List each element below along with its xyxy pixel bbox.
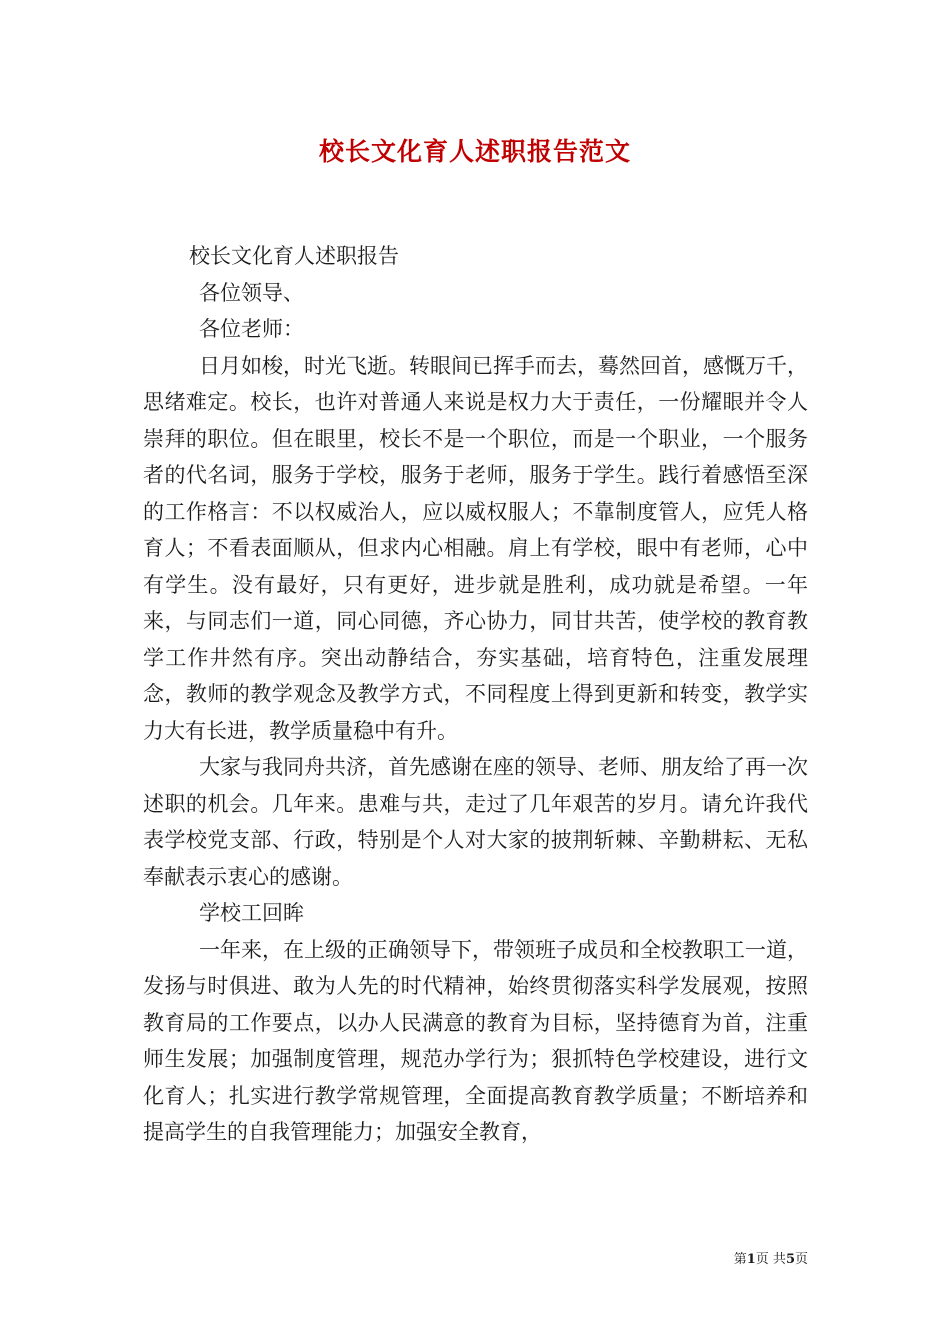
paragraph-1: 日月如梭，时光飞逝。转眼间已挥手而去，蓦然回首，感慨万千，思绪难定。校长，也许对普通人来说是权力大于责任，一份耀眼并令人崇拜的职位。但在眼里，校长不是一个职位，而是一个职业，一个服务者的代名词，服务于学校，服务于老师，服务于学生。践行着感悟至深的工作格言：不以权威治人，应以威权服人；不靠制度管人，应凭人格育人；不看表面顺从，但求内心相融。肩上有学校，眼中有老师，心中有学生。没有最好，只有更好，进步就是胜利，成功就是希望。一年来，与同志们一道，同心同德，齐心协力，同甘共苦，使学校的教育教学工作井然有序。突出动静结合，夯实基础，培育特色，注重发展理念，教师的教学观念及教学方式，不同程度上得到更新和转变，教学实力大有长进，教学质量稳中有升。 [143, 353, 808, 743]
footer-suffix: 页 [794, 1252, 808, 1267]
section-heading: 学校工回眸 [199, 901, 304, 925]
footer-prefix: 第 [733, 1252, 747, 1267]
salutation-teachers: 各位老师： [199, 317, 304, 341]
report-subtitle: 校长文化育人述职报告 [189, 244, 399, 268]
document-body [143, 238, 808, 1151]
salutation-leaders: 各位领导、 [199, 280, 304, 305]
footer-total-pages: 5 [785, 1252, 795, 1267]
footer-page-number: 1 [746, 1252, 756, 1267]
paragraph-3: 一年来，在上级的正确领导下，带领班子成员和全校教职工一道，发扬与时俱进、敢为人先的时代精神，始终贯彻落实科学发展观，按照教育局的工作要点，以办人民满意的教育为目标，坚持德育为首，注重师生发展；加强制度管理，规范办学行为；狠抓特色学校建设，进行文化育人；扎实进行教学常规管理，全面提高教育教学质量；不断培养和提高学生的自我管理能力；加强安全教育， [143, 937, 808, 1144]
page-footer [734, 1248, 808, 1267]
paragraph-2: 大家与我同舟共济，首先感谢在座的领导、老师、朋友给了再一次述职的机会。几年来。患难与共，走过了几年艰苦的岁月。请允许我代表学校党支部、行政，特别是个人对大家的披荆斩棘、辛勤耕耘、无私奉献表示衷心的感谢。 [143, 755, 808, 889]
footer-middle: 页 共 [755, 1252, 786, 1267]
document-title: 校长文化育人述职报告范文 [318, 137, 631, 166]
